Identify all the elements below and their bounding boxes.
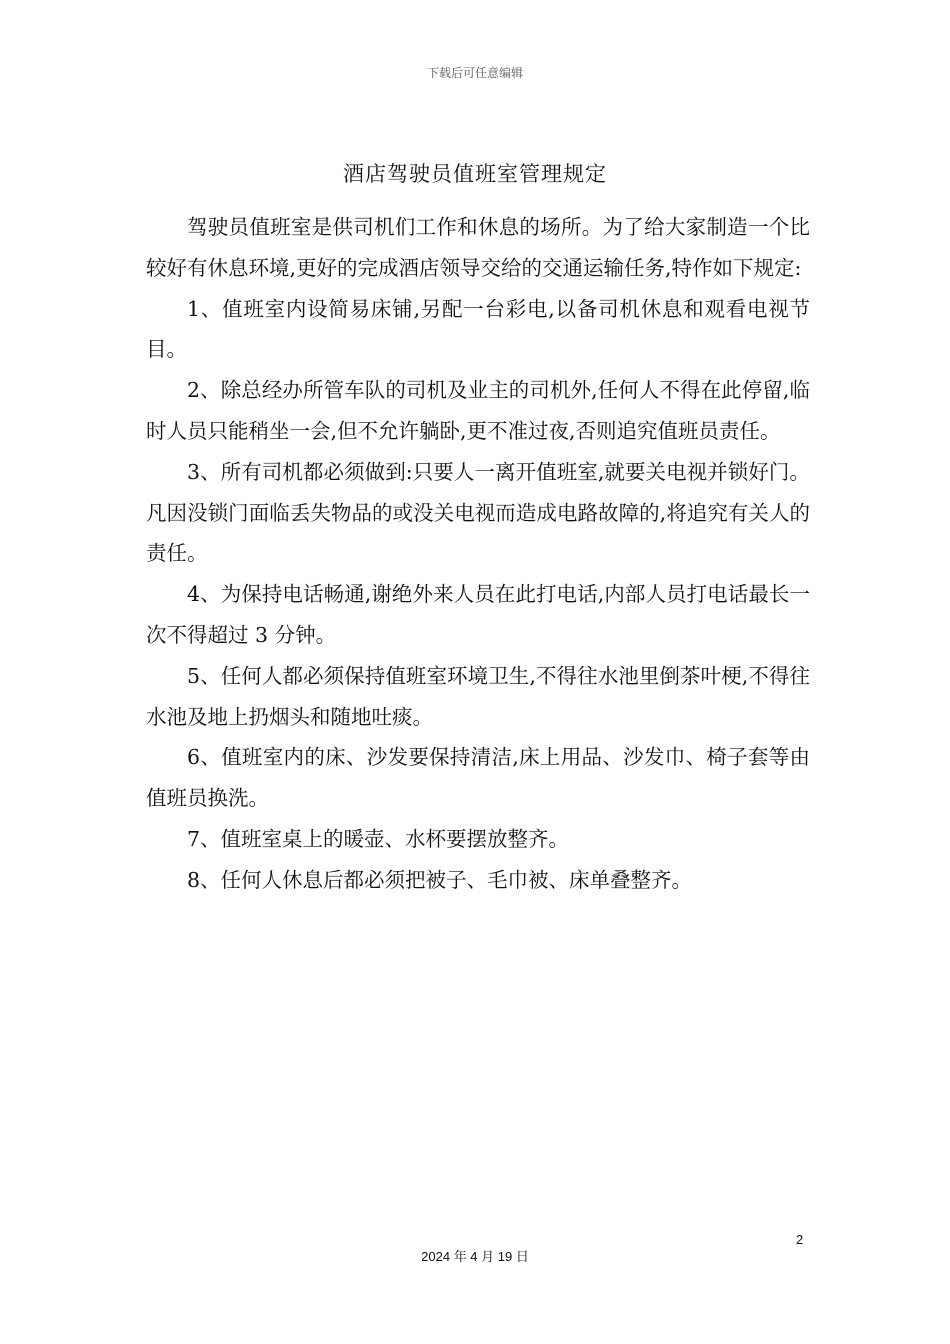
paragraph-intro: 驾驶员值班室是供司机们工作和休息的场所。为了给大家制造一个比较好有休息环境,更好的完成酒店领导交给的交通运输任务,特作如下规定: <box>146 215 810 280</box>
document-title: 酒店驾驶员值班室管理规定 <box>343 162 607 186</box>
footer-date: 2024 年 4 月 19 日 <box>421 1249 529 1264</box>
rule-item-7: 7、值班室桌上的暖壶、水杯要摆放整齐。 <box>187 826 570 851</box>
page-number: 2 <box>796 1232 804 1247</box>
rule-item-2: 2、除总经办所管车队的司机及业主的司机外,任何人不得在此停留,临时人员只能稍坐一会,但不允许躺卧,更不准过夜,否则追究值班员责任。 <box>146 378 810 443</box>
rule-item-5: 5、任何人都必须保持值班室环境卫生,不得往水池里倒茶叶梗,不得往水池及地上扔烟头和随地吐痰。 <box>146 663 810 729</box>
document-body <box>146 207 810 901</box>
rule-item-8: 8、任何人休息后都必须把被子、毛巾被、床单叠整齐。 <box>187 867 693 892</box>
header-note: 下载后可任意编辑 <box>426 66 523 80</box>
rule-item-4: 4、为保持电话畅通,谢绝外来人员在此打电话,内部人员打电话最长一次不得超过 3 分钟。 <box>146 582 810 647</box>
rule-item-6: 6、值班室内的床、沙发要保持清洁,床上用品、沙发巾、椅子套等由值班员换洗。 <box>146 745 810 811</box>
rule-item-3: 3、所有司机都必须做到:只要人一离开值班室,就要关电视并锁好门。凡因没锁门面临丢失物品的或没关电视而造成电路故障的,将追究有关人的责任。 <box>146 459 810 566</box>
rule-item-1: 1、值班室内设简易床铺,另配一台彩电,以备司机休息和观看电视节目。 <box>146 296 810 362</box>
